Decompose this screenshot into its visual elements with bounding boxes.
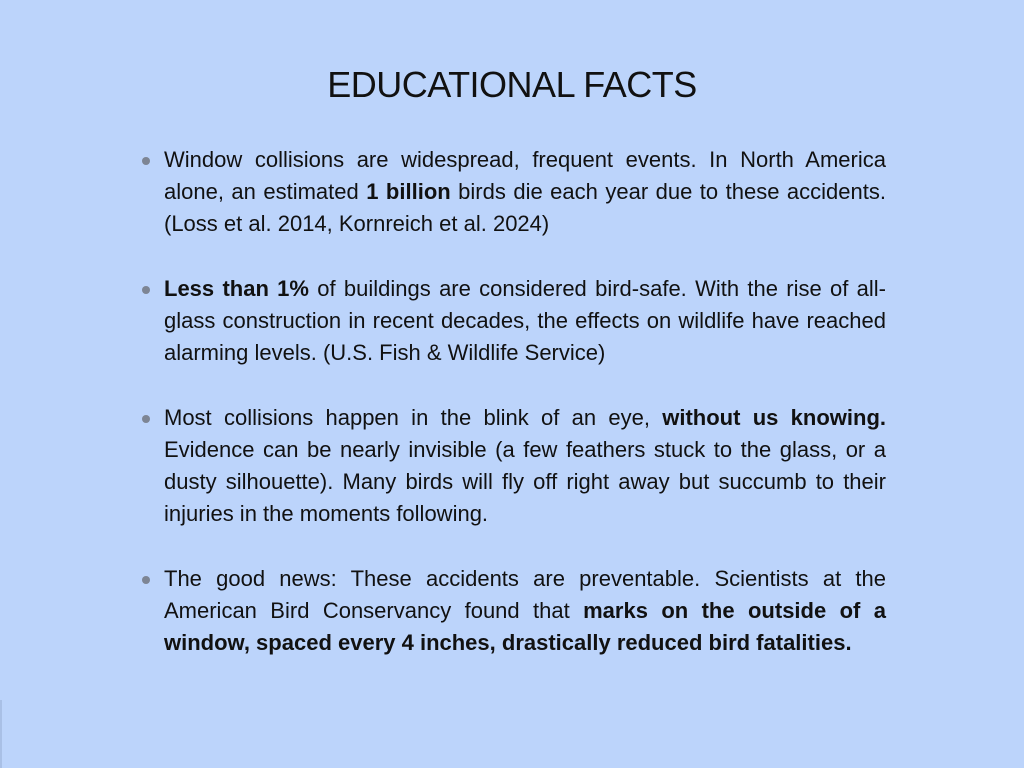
bullet-text-segment: Window collisions are widespread, frequent events. In North America alone, an estimated <box>164 147 886 204</box>
bullet-dot-icon <box>142 157 150 165</box>
bullet-text-segment: of buildings are considered bird-safe. With the rise of all-glass construction in recent decades, the effects on wildlife have reached alarming levels. (U.S. Fish & Wildlife Service) <box>164 276 887 365</box>
bullet-emphasis: marks on the outside of a window, spaced every 4 inches, drastically reduced bird fatalities. <box>164 598 886 655</box>
bullet-item-good-news <box>140 563 886 659</box>
bullet-text-segment: Most collisions happen in the blink of an eye, <box>164 405 663 430</box>
bullet-text <box>164 405 886 526</box>
bullet-dot-icon <box>142 415 150 423</box>
bullet-text-segment: Evidence can be nearly invisible (a few feathers stuck to the glass, or a dusty silhouette). Many birds will fly off right away but succumb to their injuries in the moments following. <box>164 437 886 526</box>
bullet-item-collisions <box>140 144 886 240</box>
bullet-dot-icon <box>142 576 150 584</box>
bullet-item-bird-safe <box>140 273 886 369</box>
bullet-list <box>140 144 886 692</box>
slide-title: EDUCATIONAL FACTS <box>327 64 697 105</box>
bullet-text-segment: birds die each year due to these accidents. (Loss et al. 2014, Kornreich et al. 2024) <box>164 179 886 236</box>
slide-edge-divider <box>0 700 2 768</box>
bullet-text <box>164 566 886 655</box>
bullet-text <box>164 276 886 365</box>
bullet-emphasis: without us knowing. <box>662 405 886 430</box>
bullet-item-unnoticed <box>140 402 886 530</box>
bullet-dot-icon <box>142 286 150 294</box>
bullet-emphasis: Less than 1% <box>164 276 309 301</box>
bullet-text-segment: The good news: These accidents are preventable. Scientists at the American Bird Conservancy found that <box>164 566 886 623</box>
bullet-text <box>164 147 886 236</box>
bullet-emphasis: 1 billion <box>366 179 451 204</box>
